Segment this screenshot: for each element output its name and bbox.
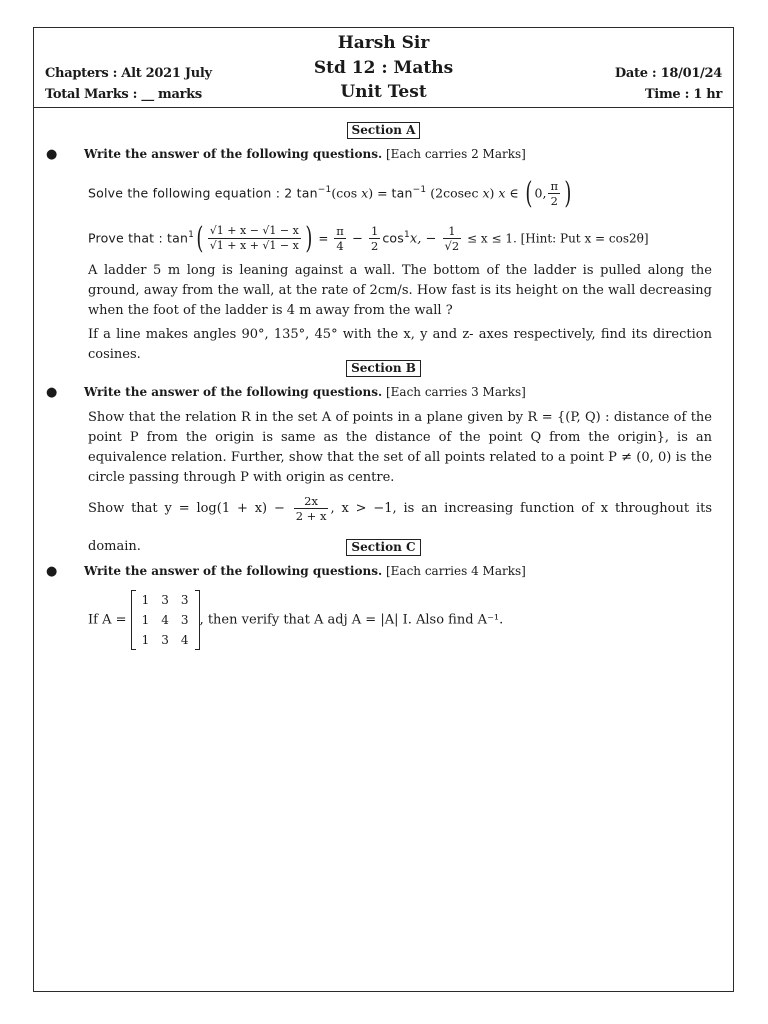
time-label: Time : 1 hr — [644, 87, 722, 102]
bullet-icon: ● — [46, 564, 58, 579]
question-a4: If a line makes angles 90°, 135°, 45° with the x, y and z- axes respectively, find its direction cosines. — [88, 327, 712, 362]
section-b-heading: Section B — [34, 357, 733, 377]
section-c-instruction: ● Write the answer of the following questions. [Each carries 4 Marks] — [46, 564, 526, 579]
question-b2: Show that y = log(1 + x) − $\frac{2x}{2 + x}$ , x > −1, is an increasing function of x throughout its domain. — [88, 494, 712, 554]
bullet-icon: ● — [46, 147, 58, 162]
question-b1: Show that the relation R in the set A of points in a plane given by R = {(P, Q) : distance of the point P from the origin is same as the distance of the point Q from the origin}, is an equivalence relation. Further, show that the set of all points related to a point P ≠ (0, 0) is the circle passing through P with origin as centre. — [88, 410, 712, 485]
question-a2: Prove that : $\tan^1$( $\frac{√1 + x - √1 - x}{√1 + x + √1 - x}$ ) = $\frac{\pi}{4}$ − $\frac{1}{2}$ $\cos^1x$, − $\frac{1}{√2}$ ≤ x ≤ 1. [Hint: Put x = cos2θ] — [88, 220, 649, 256]
section-a-instruction: ● Write the answer of the following questions. [Each carries 2 Marks] — [46, 147, 526, 162]
question-a3: A ladder 5 m long is leaning against a wall. The bottom of the ladder is pulled along the ground, away from the wall, at the rate of 2cm/s. How fast is its height on the wall decreasing when the foot of the ladder is 4 m away from the wall ? — [88, 263, 712, 318]
matrix-a: 1 3 3 1 4 3 1 3 4 — [131, 590, 200, 650]
section-a-heading: Section A — [34, 119, 733, 139]
question-a1: Solve the following equation : 2 $\tan^{-1}(\cos$ $x) = \tan^{-1} (2cosec$ x) x ∈ ( 0, $\frac{\pi}{2}$ ) — [88, 175, 572, 211]
chapters-label: Chapters : Alt 2021 July — [45, 66, 212, 81]
bullet-icon: ● — [46, 385, 58, 400]
question-c1: If A = 1 3 3 1 4 3 1 3 4 , then verify that A adj A = |A| I. Also find A⁻¹. — [88, 590, 712, 650]
subject-title: Std 12 : Maths — [313, 58, 454, 78]
section-b-instruction: ● Write the answer of the following questions. [Each carries 3 Marks] — [46, 385, 526, 400]
date-label: Date : 18/01/24 — [614, 66, 722, 81]
test-title: Unit Test — [340, 82, 427, 102]
header-divider — [34, 107, 733, 108]
section-c-heading: Section C — [34, 536, 733, 556]
test-paper — [33, 27, 734, 992]
teacher-name: Harsh Sir — [337, 33, 430, 53]
total-marks-label: Total Marks : __ marks — [45, 87, 202, 102]
